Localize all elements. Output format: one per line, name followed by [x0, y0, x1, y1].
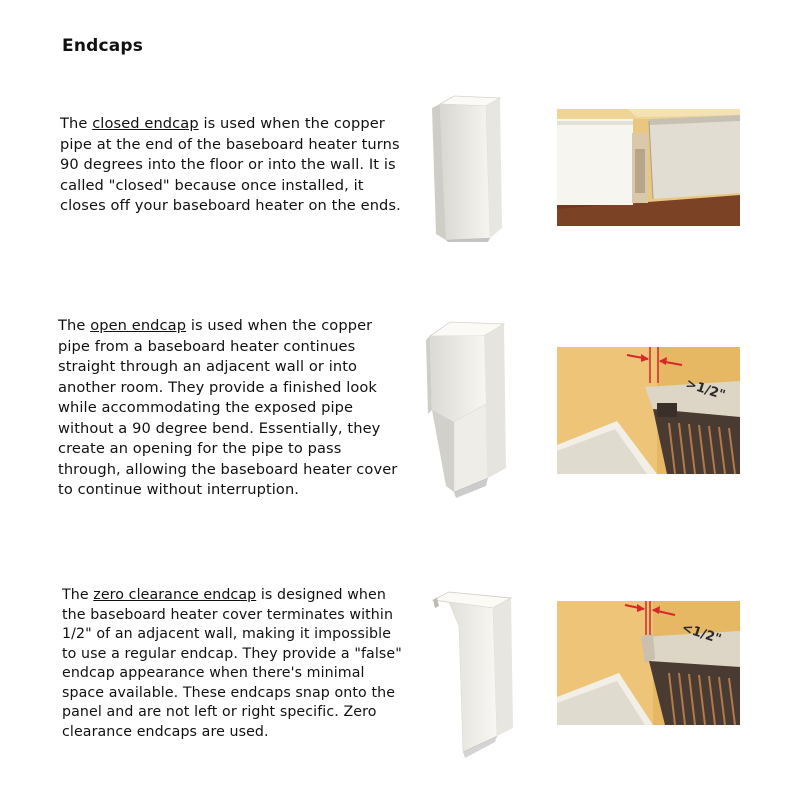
- closed-endcap-icon: [428, 92, 508, 242]
- zero-clearance-endcap-link[interactable]: zero clearance endcap: [93, 587, 257, 603]
- zero-clearance-endcap-icon: [427, 586, 517, 758]
- open-endcap-link[interactable]: open endcap: [90, 317, 187, 334]
- zero-clearance-endcap-description: The zero clearance endcap is designed when the baseboard heater cover terminates within 1/2" of an adjacent wall, making it impossible to use a regular endcap. They provide a "false" endcap appearance when there's minimal space available. These endcaps snap onto the panel and are not left or right specific. Zero clearance endcaps are used.: [62, 587, 402, 740]
- closed-endcap-description: The closed endcap is used when the copper pipe at the end of the baseboard heater turns 90 degrees into the floor or into the wall. It is called "closed" because once installed, it closes off your baseboard heater on the ends.: [60, 115, 401, 214]
- page-title: Endcaps: [62, 36, 144, 56]
- open-endcap-photo: [557, 347, 740, 474]
- open-endcap-description: The open endcap is used when the copper pipe from a baseboard heater continues straight through an adjacent wall or into another room. They provide a finished look while accommodating the exposed pipe without a 90 degree bend. Essentially, they create an opening for the pipe to pass through, allowing the baseboard heater cover to continue without interruption.: [58, 317, 398, 498]
- clearance-label-zero: <1/2": [679, 620, 723, 648]
- closed-endcap-photo: [557, 109, 740, 226]
- clearance-label-open: >1/2": [683, 376, 727, 404]
- closed-endcap-link[interactable]: closed endcap: [92, 115, 199, 132]
- zero-clearance-endcap-photo: [557, 601, 740, 725]
- open-endcap-icon: [420, 318, 512, 500]
